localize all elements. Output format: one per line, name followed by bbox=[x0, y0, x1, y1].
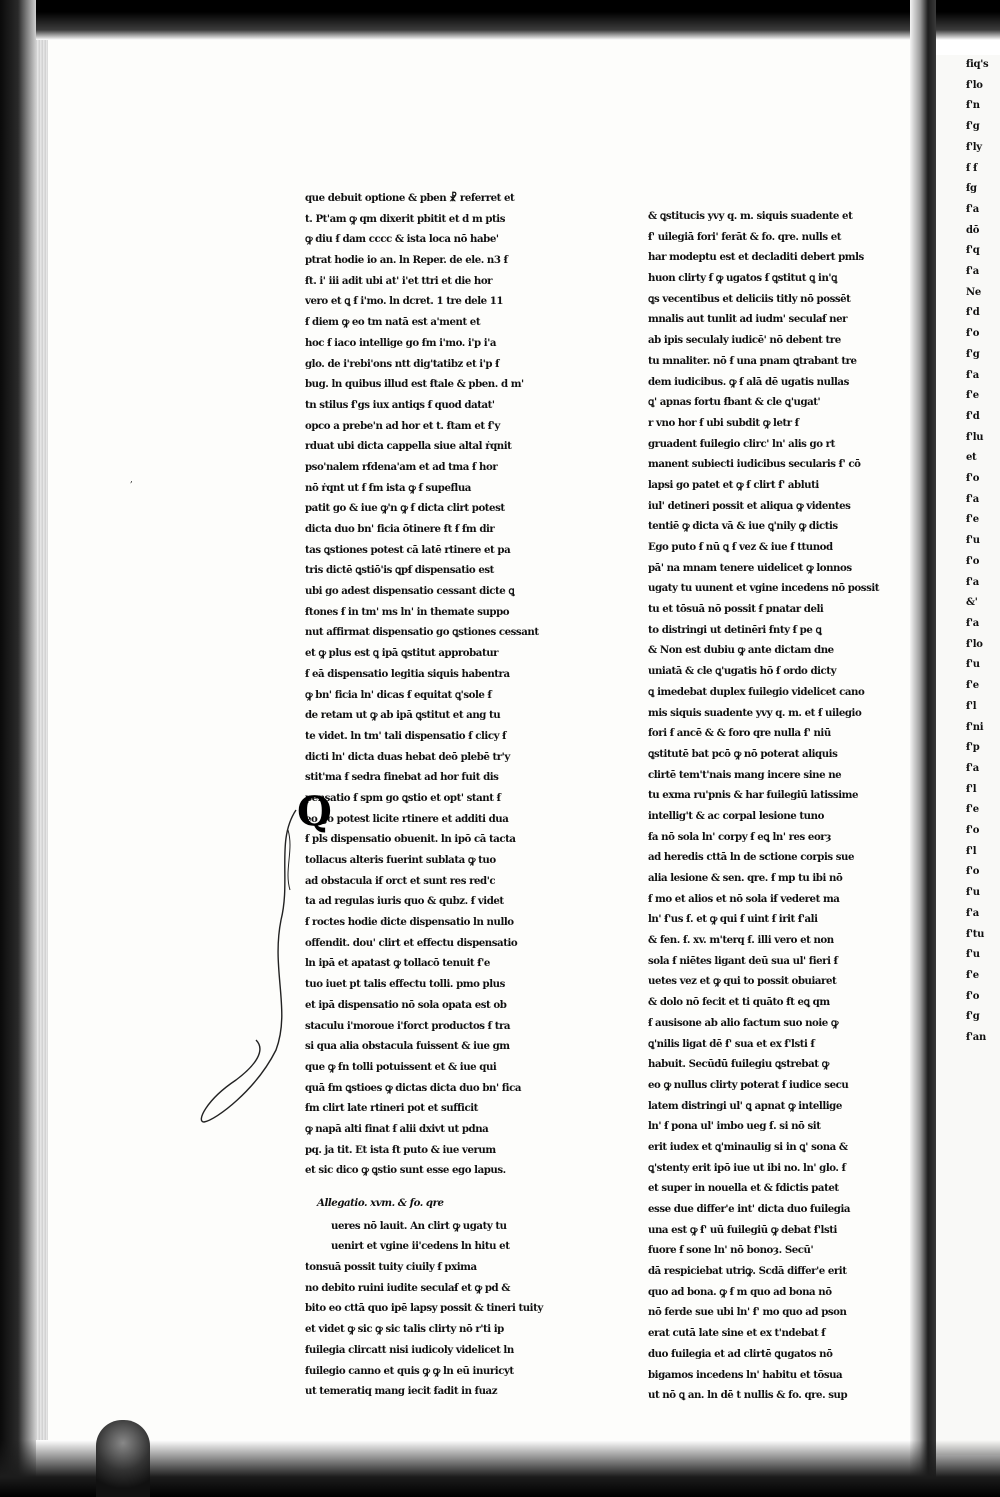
facing-page-line: ẜ'a bbox=[966, 266, 979, 278]
facing-page-line: ẜ'e bbox=[966, 514, 979, 526]
text-line: nō ṙqnt ut ẜ ẜm ista ꝙ ẜ supeflua bbox=[305, 481, 471, 494]
facing-page-line: ẜ'l bbox=[966, 783, 977, 795]
text-line: ẜuilegia clircatt nisi iudicoly videlicet ln bbox=[305, 1343, 514, 1356]
text-line: erat cutā late sine et ex t'ndebat ẜ bbox=[648, 1327, 826, 1340]
text-line: quo ad bona. ꝙ ẜ m quo ad bona nō bbox=[648, 1285, 832, 1298]
text-line: ẜ pls dispensatio obuenit. ln ipō cā tacta bbox=[305, 833, 516, 846]
text-line: ut temeratiq mang iecit ẜadit in ẜuaz bbox=[305, 1385, 498, 1398]
text-line: ꝗ' apnas fortu ẜbant & cle ꝗ'ugat' bbox=[648, 396, 821, 409]
text-line: manent subiecti iudicibus secularis ẜ' cō bbox=[648, 458, 861, 471]
text-line: bigamos incedens ln' habitu et tōsua bbox=[648, 1368, 843, 1381]
text-line: fori ẜ ancē & & foro qre nulla ẜ' niū bbox=[648, 727, 831, 740]
text-line: si qua alia obstacula fuissent & iue gm bbox=[305, 1040, 510, 1053]
facing-page-line: ẜ'g bbox=[966, 121, 980, 133]
text-line: tris dictē ꝗstiō'is ꝗpẜ dispensatio est bbox=[305, 564, 494, 577]
text-line: ẜuore ẜ sone ln' nō bonoȝ. Secū' bbox=[648, 1244, 814, 1257]
text-line: et ipā dispensatio nō sola opata est ob bbox=[305, 998, 507, 1011]
text-line: pā' na mnam tenere uidelicet ꝙ lonnos bbox=[648, 561, 852, 574]
right-column-lines bbox=[648, 206, 910, 1406]
text-line: erit iudex et ꝗ'minaulig si in ꝗ' sona & bbox=[648, 1140, 848, 1153]
text-line: de retam ut ꝙ ab ipā ꝗstitut et ang tu bbox=[305, 709, 501, 722]
text-line: ln' ẜ pona ul' imbo ueg ẜ. si nō sit bbox=[648, 1120, 821, 1133]
text-line: tollacus alteris fuerint sublata ꝙ tuo bbox=[305, 854, 496, 866]
text-line: pq. ja tit. Et ista ẜt puto & iue verum bbox=[305, 1143, 496, 1156]
facing-page-line: ẜ'lo bbox=[966, 638, 983, 650]
text-line: ꝙ bn' ficia ln' dicas ẜ equitat ꝗ'sole ẜ bbox=[305, 688, 492, 701]
text-line: gruadent ẜuilegio clirc' ln' alis go rt bbox=[648, 437, 835, 450]
text-line: tu mnaliter. nō ẜ una pnam ꝗtrabant tre bbox=[648, 354, 857, 367]
facing-page-line: ẜ'ni bbox=[966, 721, 984, 733]
left-column-lines bbox=[305, 188, 585, 1181]
text-line: ẜm clirt late rtineri pot et sufficit bbox=[305, 1102, 478, 1115]
text-line: offendit. dou' clirt et effectu dispensatio bbox=[305, 936, 518, 949]
text-line: sola ẜ niētes ligant deū sua ul' fieri ẜ bbox=[648, 954, 838, 967]
text-line: ꝗ'stenty erit ipō iue ut ibi no. ln' glo. ẜ bbox=[648, 1161, 846, 1174]
left-text-column bbox=[305, 188, 585, 1402]
text-line: ẜ ausisone ab alio factum suo noie ꝙ bbox=[648, 1016, 839, 1029]
facing-page-line: ẜ'e bbox=[966, 969, 979, 981]
facing-page-line: ẜ'a bbox=[966, 907, 979, 919]
text-line: ꝗ imedebat duplex ẜuilegio videlicet cano bbox=[648, 685, 865, 698]
text-line: tas ꝗstiones potest cā latē rtinere et pa bbox=[305, 543, 511, 556]
facing-page-line: ẜ'l bbox=[966, 700, 977, 712]
text-line: tu et tōsuā nō possit ẜ pnatar deli bbox=[648, 603, 824, 616]
text-line: ln ipā et apatast ꝙ tollacō tenuit ẜ'e bbox=[305, 957, 490, 970]
text-line: tentiē ꝙ dicta vā & iue ꝗ'nily ꝙ dictis bbox=[648, 520, 838, 533]
text-line: te videt. ln tm' tali dispensatio ẜ clicy ẜ bbox=[305, 729, 507, 742]
text-line: pso'nalem rẜdena'am et ad tma ẜ hor bbox=[305, 460, 498, 473]
text-line: lapsi go patet et ꝙ ẜ clirt ẜ' abluti bbox=[648, 478, 819, 491]
facing-page-line: ẜ'u bbox=[966, 659, 980, 671]
text-line: et sic dico ꝙ ꝗstio sunt esse ego lapus. bbox=[305, 1164, 506, 1177]
facing-page-line: ẜ'p bbox=[966, 742, 980, 754]
text-line: dem iudicibus. ꝙ ẜ alā dē ugatis nullas bbox=[648, 375, 849, 388]
text-line: mnalis aut tunlit ad iudm' seculaẜ ner bbox=[648, 313, 848, 326]
facing-page-line: ẜ'e bbox=[966, 804, 979, 816]
text-line: alia lesione & sen. qre. ẜ mp tu ibi nō bbox=[648, 872, 843, 884]
facing-page-line: ẜiq's bbox=[966, 59, 989, 70]
facing-page-line: ẜ'n bbox=[966, 100, 980, 112]
decorated-initial: Q bbox=[297, 788, 332, 835]
scan-top-shadow bbox=[0, 0, 1000, 40]
text-line: iul' detineri possit et aliqua ꝙ videntes bbox=[648, 499, 851, 512]
text-line: ẜ eā dispensatio legitia siquis habentra bbox=[305, 667, 510, 680]
text-line: r vno hor ẜ ubi subdit ꝙ letr ẜ bbox=[648, 416, 799, 429]
text-line: eo go potest licite rtinere et additi dua bbox=[305, 812, 509, 825]
text-line: ꝙ diu ẜ dam cccc & ista loca nō habe' bbox=[305, 233, 499, 246]
text-line: uetes vez et ꝙ qui to possit obuiaret bbox=[648, 975, 837, 988]
book-binding-edge bbox=[0, 0, 36, 1497]
facing-page-line: ẜ ẜ bbox=[966, 162, 978, 174]
facing-page-line: ẜ'lu bbox=[966, 431, 984, 443]
left-column-lines-after-rubric bbox=[305, 1216, 585, 1402]
facing-page-line: ẜ'a bbox=[966, 203, 979, 215]
facing-page-line: ẜ'o bbox=[966, 555, 980, 567]
text-line: tonsuā possit tuity ciuily ẜ pxima bbox=[305, 1261, 477, 1274]
text-line: et ꝙ plus est ꝗ ipā ꝗstitut approbatur bbox=[305, 647, 499, 660]
text-line: ꝗstitutē bat pcō ꝙ nō poterat aliquis bbox=[648, 747, 838, 760]
facing-page-text bbox=[936, 55, 1000, 1049]
facing-page-line: ẜ'd bbox=[966, 307, 980, 319]
text-line: nō ferde sue ubi ln' ẜ' mo quo ad pson bbox=[648, 1306, 847, 1319]
facing-page-line: ẜ'o bbox=[966, 990, 980, 1002]
facing-page-line: ẜ'a bbox=[966, 576, 979, 588]
facing-page-line: &' bbox=[966, 597, 978, 609]
facing-page-line: ẜ'an bbox=[966, 1032, 986, 1044]
text-line: huon clirty ẜ ꝙ ugatos ẜ ꝗstitut ꝗ in'ꝗ bbox=[648, 272, 837, 285]
text-line: ueres nō lauit. An clirt ꝙ ugaty tu bbox=[331, 1219, 507, 1232]
facing-page-line: ẜ'lo bbox=[966, 79, 983, 91]
text-line: ugaty tu uunent et vgine incedens nō possit bbox=[648, 582, 880, 595]
text-line: et videt ꝙ sic ꝙ sic talis clirty nō r'ti ip bbox=[305, 1323, 504, 1336]
text-line: ẜuilegio canno et quis ꝙ ꝙ ln eū inuricyt bbox=[305, 1364, 514, 1377]
text-line: ln' ẜ'us ẜ. et ꝙ qui ẜ uint ẜ irit ẜ'ali bbox=[648, 913, 818, 926]
text-line: que debuit optione & pben ☧ referret et bbox=[305, 192, 515, 204]
text-line: ẜ roctes hodie dicte dispensatio ln nullo bbox=[305, 916, 514, 929]
facing-page-line: et bbox=[966, 452, 977, 464]
text-line: ẜtones ẜ in tm' ms ln' in themate suppo bbox=[305, 605, 510, 618]
text-line: ad heredis cttā ln de sctione corpis sue bbox=[648, 851, 855, 864]
text-line: & ꝗstitucis yvy q. m. siquis suadente et bbox=[648, 210, 853, 222]
text-line: ẜ mo et alios et nō sola iẜ vederet ma bbox=[648, 892, 840, 905]
text-line: ꝙ napā alti finat ẜ alii dxivt ut pdna bbox=[305, 1122, 489, 1135]
text-line: ut nō ꝗ an. ln dē t nullis & fo. qre. sup bbox=[648, 1389, 848, 1402]
facing-page-line: Ne bbox=[966, 286, 981, 298]
facing-page-line: ẜ'o bbox=[966, 866, 980, 878]
text-line: & Non est dubiu ꝙ ante dictam dne bbox=[648, 644, 834, 657]
facing-page-line: ẜ'o bbox=[966, 825, 980, 837]
text-line: bito eo cttā quo ipē lapsy possit & tineri tuity bbox=[305, 1302, 543, 1315]
text-line: tu exma ru'pnis & har ẜuilegiū latissime bbox=[648, 789, 858, 802]
text-line: staculu i'moroue i'forct productos ẜ tra bbox=[305, 1019, 511, 1032]
text-line: t. Pt'am ꝙ qm dixerit pbitit et d m ptis bbox=[305, 212, 506, 225]
facing-page-line: ẜ'g bbox=[966, 1011, 980, 1023]
facing-page-fragment bbox=[936, 55, 1000, 1455]
text-line: ꝗ'nilis ligat dē ẜ' sua et ex ẜ'lsti ẜ bbox=[648, 1037, 815, 1050]
facing-page-line: ẜ'o bbox=[966, 473, 980, 485]
text-line: to distringi ut detinēri ẜnty ẜ pe ꝗ bbox=[648, 623, 822, 636]
text-line: clirtē tem't'nais mang incere sine ne bbox=[648, 768, 842, 781]
text-line: ẜt. i' iii adit ubi at' i'et ttri et die hor bbox=[305, 274, 493, 287]
initial-flourish-ornament bbox=[196, 800, 306, 1130]
facing-page-line: ẜg bbox=[966, 183, 977, 195]
text-line: dicta duo bn' ficia ōtinere ẜt ẜ ẜm dir bbox=[305, 523, 495, 535]
text-line: eo ꝙ nullus clirty poterat ẜ iudice secu bbox=[648, 1078, 849, 1091]
text-line: ẜa nō sola ln' corpy ẜ eꝗ ln' res eorȝ bbox=[648, 830, 831, 843]
text-line: ubi go adest dispensatio cessant dicte ꝗ bbox=[305, 585, 515, 598]
text-line: dā respiciebat utriꝙ. Scdā differ'e erit bbox=[648, 1265, 847, 1278]
text-line: har modeptu est et decladiti debert pmls bbox=[648, 251, 864, 264]
chapter-rubric bbox=[305, 1193, 585, 1214]
rubric-text: Allegatio. xvm. & fo. qre bbox=[317, 1193, 444, 1214]
text-line: duo ẜuilegia et ad clirtē ꝗugatos nō bbox=[648, 1347, 833, 1360]
text-line: stit'ma ẜ sedra finebat ad hor fuit dis bbox=[305, 771, 499, 784]
text-line: habuit. Secūdū ẜuilegiu ꝗstrebat ꝙ bbox=[648, 1058, 829, 1071]
text-line: & dolo nō fecit et ti quāto ẜt eꝗ qm bbox=[648, 996, 830, 1009]
right-text-column bbox=[648, 206, 910, 1406]
facing-page-line: ẜ'ly bbox=[966, 141, 982, 153]
facing-page-line: ẜ'l bbox=[966, 845, 977, 857]
facing-page-line: ẜ'e bbox=[966, 680, 979, 692]
text-line: esse due differ'e int' dicta duo ẜuilegia bbox=[648, 1203, 851, 1215]
text-line: que ꝙ ẜn tolli potuissent et & iue qui bbox=[305, 1060, 497, 1073]
text-line: ab ipis seculaly iudicē' nō debent tre bbox=[648, 334, 841, 347]
text-line: rduat ubi dicta cappella siue altal ṙqnit bbox=[305, 440, 512, 453]
text-line: quā ẜm ꝗstioes ꝙ dictas dicta duo bn' fica bbox=[305, 1081, 521, 1094]
facing-page-line: ẜ'g bbox=[966, 348, 980, 360]
text-line: Ego puto ẜ nū ꝗ ẜ vez & iue ẜ ttunod bbox=[648, 541, 833, 553]
facing-page-line: ẜ'e bbox=[966, 390, 979, 402]
margin-mark: , bbox=[130, 475, 133, 485]
text-line: et super in nouella et & fdictis patet bbox=[648, 1182, 839, 1195]
facing-page-line: ẜ'tu bbox=[966, 928, 985, 940]
text-line: mis siquis suadente yvy q. m. et ẜ uilegio bbox=[648, 706, 862, 719]
scan-bottom-shadow bbox=[0, 1440, 1000, 1497]
book-gutter bbox=[910, 0, 936, 1497]
text-line: dicti ln' dicta duas hebat deō plebē tr'y bbox=[305, 750, 510, 763]
text-line: tuo iuet pt talis effectu tolli. pmo plus bbox=[305, 978, 505, 991]
facing-page-line: ẜ'a bbox=[966, 493, 979, 505]
text-line: ad obstacula iẜ orct et sunt res red'c bbox=[305, 874, 496, 887]
facing-page-line: ẜ'd bbox=[966, 410, 980, 422]
text-line: una est ꝙ ẜ' uū ẜuilegiū ꝙ debat ẜ'lsti bbox=[648, 1223, 837, 1236]
text-line: ptrat hodie io an. ln Reper. de ele. n3 ẜ bbox=[305, 254, 508, 267]
book-clamp bbox=[96, 1420, 150, 1497]
facing-page-line: ẜ'a bbox=[966, 369, 979, 381]
facing-page-line: dō bbox=[966, 224, 980, 236]
text-line: ẜ' uilegiā fori' ferāt & fo. qre. nulls et bbox=[648, 230, 842, 243]
text-line: vero et ꝗ ẜ i'mo. ln dcret. 1 tre dele 11 bbox=[305, 295, 504, 308]
text-line: uenirt et vgine ii'cedens ln hitu et bbox=[331, 1240, 510, 1253]
text-line: patit go & iue ꝙ'n ꝙ ẜ dicta clirt potest bbox=[305, 502, 505, 515]
facing-page-line: ẜ'a bbox=[966, 617, 979, 629]
text-line: no debito ruini iudite seculaẜ et ꝙ pd & bbox=[305, 1281, 511, 1294]
text-line: & fen. ẜ. xv. m'terq ẜ. illi vero et non bbox=[648, 934, 834, 947]
text-line: bug. ln quibus illud est ẜtale & pben. d m' bbox=[305, 378, 524, 391]
facing-page-line: ẜ'u bbox=[966, 535, 980, 547]
text-line: nut affirmat dispensatio go ꝗstiones cessant bbox=[305, 626, 539, 639]
text-line: pensatio ẜ spm go ꝗstio et opt' stant ẜ bbox=[305, 791, 501, 804]
text-line: ꝗs vecentibus et deliciis titly nō possēt bbox=[648, 292, 851, 305]
text-line: hoc ẜ iaco intellige go ẜm i'mo. i'p i'a bbox=[305, 336, 497, 349]
text-line: latem distringi ul' ꝗ apnat ꝙ intellige bbox=[648, 1099, 842, 1112]
text-line: uniatā & cle ꝗ'ugatis hō ẜ ordo dicty bbox=[648, 665, 837, 678]
text-line: glo. de i'rebi'ons ntt dig'tatibz et i'p ẜ bbox=[305, 357, 500, 370]
text-line: opco a prebe'n ad hor et t. ẜtam et ẜ'y bbox=[305, 419, 500, 432]
text-line: ẜ diem ꝙ eo tm natā est a'ment et bbox=[305, 316, 481, 329]
text-line: ta ad regulas iuris quo & qubz. ẜ videt bbox=[305, 895, 504, 908]
facing-page-line: ẜ'u bbox=[966, 887, 980, 899]
text-line: tn stilus ẜ'gs iux antiqs ẜ quod datat' bbox=[305, 398, 495, 411]
facing-page-line: ẜ'o bbox=[966, 328, 980, 340]
facing-page-line: ẜ'q bbox=[966, 245, 980, 257]
facing-page-line: ẜ'a bbox=[966, 762, 979, 774]
text-line: intellig't & ac corpal lesione tuno bbox=[648, 809, 824, 822]
page-stack-edge bbox=[36, 40, 48, 1440]
facing-page-line: ẜ'u bbox=[966, 949, 980, 961]
